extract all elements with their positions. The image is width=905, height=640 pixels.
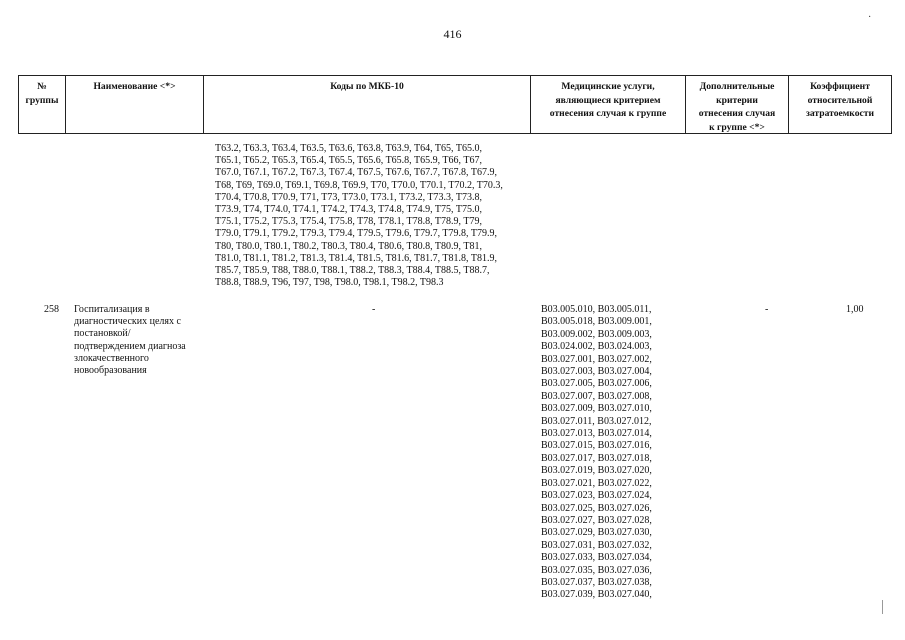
header-name: Наименование <*>	[93, 81, 176, 92]
service-code-line: B03.009.002, B03.009.003,	[541, 328, 652, 340]
column-divider	[891, 75, 892, 134]
service-code-line: B03.024.002, B03.024.003,	[541, 341, 652, 353]
row-group-name: Госпитализация в диагностических целях с постановкой/ подтверждением диагноза злокачественного новообразования	[74, 304, 186, 377]
mkb-code-line: T70.4, T70.8, T70.9, T71, T73, T73.0, T73.1, T73.2, T73.3, T73.8,	[215, 191, 482, 203]
scan-mark: ·	[868, 12, 872, 23]
row-group-no: 258	[44, 304, 59, 315]
mkb-code-line: T85.7, T85.9, T88, T88.0, T88.1, T88.2, T88.3, T88.4, T88.5, T88.7,	[215, 265, 490, 277]
service-code-line: B03.027.013, B03.027.014,	[541, 428, 652, 440]
service-code-line: B03.027.025, B03.027.026,	[541, 502, 652, 514]
header-services: Медицинские услуги, являющиеся критерием отнесения случая к группе	[549, 81, 667, 119]
mkb-code-line: T67.0, T67.1, T67.2, T67.3, T67.4, T67.5, T67.6, T67.7, T67.8, T67.9,	[215, 167, 497, 179]
service-code-line: B03.027.011, B03.027.012,	[541, 415, 652, 427]
service-code-line: B03.027.021, B03.027.022,	[541, 477, 652, 489]
mkb-code-line: T79.0, T79.1, T79.2, T79.3, T79.4, T79.5, T79.6, T79.7, T79.8, T79.9,	[215, 228, 497, 240]
mkb-code-line: T63.2, T63.3, T63.4, T63.5, T63.6, T63.8, T63.9, T64, T65, T65.0,	[215, 143, 482, 154]
header-group-no: № группы	[25, 81, 59, 106]
mkb-code-line: T68, T69, T69.0, T69.1, T69.8, T69.9, T70, T70.0, T70.1, T70.2, T70.3,	[215, 179, 503, 191]
service-code-line: B03.027.009, B03.027.010,	[541, 403, 652, 415]
service-code-line: B03.027.007, B03.027.008,	[541, 390, 652, 402]
page-number: 416	[443, 27, 462, 41]
service-code-line: B03.027.019, B03.027.020,	[541, 465, 652, 477]
service-code-line: B03.027.029, B03.027.030,	[541, 527, 652, 539]
service-code-line: B03.027.027, B03.027.028,	[541, 514, 652, 526]
service-code-line: B03.027.031, B03.027.032,	[541, 539, 652, 551]
header-mkb-codes: Коды по МКБ-10	[330, 81, 404, 92]
row-coefficient: 1,00	[846, 304, 864, 315]
service-code-line: B03.027.039, B03.027.040,	[541, 589, 652, 601]
mkb-code-line: T88.8, T88.9, T96, T97, T98, T98.0, T98.1, T98.2, T98.3	[215, 277, 444, 289]
mkb-code-line: T81.0, T81.1, T81.2, T81.3, T81.4, T81.5, T81.6, T81.7, T81.8, T81.9,	[215, 252, 497, 264]
mkb-code-line: T65.1, T65.2, T65.3, T65.4, T65.5, T65.6, T65.8, T65.9, T66, T67,	[215, 155, 482, 167]
service-code-line: B03.027.033, B03.027.034,	[541, 552, 652, 564]
mkb-code-line: T75.1, T75.2, T75.3, T75.4, T75.8, T78, T78.1, T78.8, T78.9, T79,	[215, 216, 482, 228]
row-services-list	[541, 304, 652, 602]
table-top-border	[18, 75, 892, 76]
continuation-mkb-codes	[215, 143, 503, 289]
service-code-line: B03.027.023, B03.027.024,	[541, 490, 652, 502]
service-code-line: B03.027.005, B03.027.006,	[541, 378, 652, 390]
service-code-line: B03.005.018, B03.009.001,	[541, 316, 652, 328]
service-code-line: B03.027.035, B03.027.036,	[541, 564, 652, 576]
mkb-code-line: T73.9, T74, T74.0, T74.1, T74.2, T74.3, T74.8, T74.9, T75, T75.0,	[215, 204, 482, 216]
service-code-line: B03.027.015, B03.027.016,	[541, 440, 652, 452]
service-code-line: B03.027.037, B03.027.038,	[541, 576, 652, 588]
scan-mark-line	[882, 600, 883, 614]
row-mkb-codes: -	[372, 304, 376, 315]
header-extra-criteria: Дополнительные критерии отнесения случая к группе <*>	[698, 81, 776, 133]
mkb-code-line: T80, T80.0, T80.1, T80.2, T80.3, T80.4, T80.6, T80.8, T80.9, T81,	[215, 240, 482, 252]
row-extra-criteria: -	[765, 304, 769, 315]
service-code-line: B03.027.001, B03.027.002,	[541, 353, 652, 365]
service-code-line: B03.027.003, B03.027.004,	[541, 366, 652, 378]
service-code-line: B03.005.010, B03.005.011,	[541, 304, 652, 315]
service-code-line: B03.027.017, B03.027.018,	[541, 452, 652, 464]
header-coefficient: Коэффициент относительной затратоемкости	[806, 81, 874, 119]
